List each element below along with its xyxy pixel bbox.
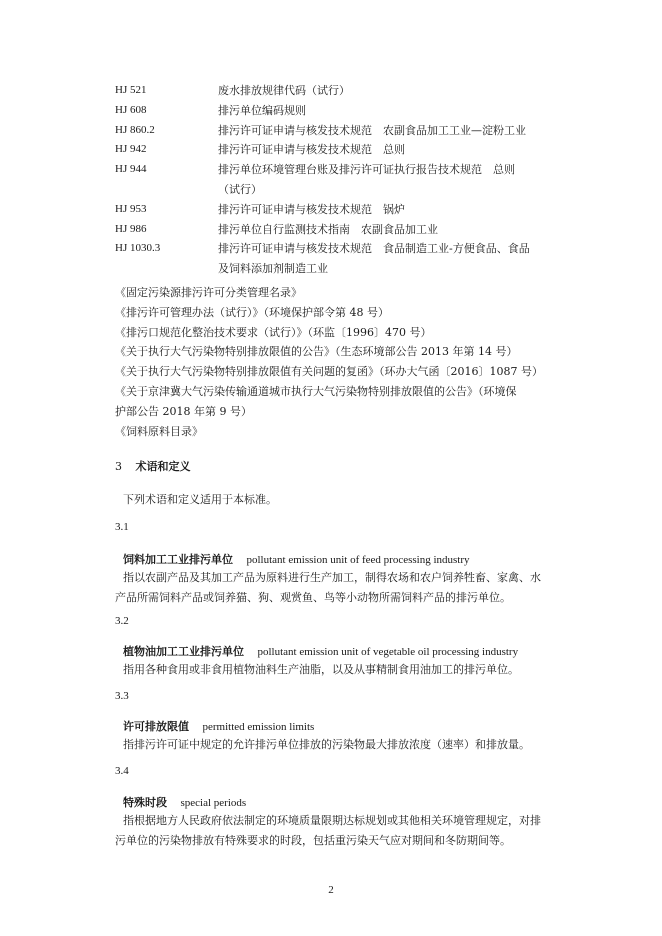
term-english: pollutant emission unit of feed processing industry: [246, 554, 470, 566]
term-definition-line: 污单位的污染物排放有特殊要求的时段，包括重污染天气应对期间和冬防期间等。: [115, 834, 511, 847]
standard-title-block: [218, 160, 555, 200]
term-chinese: 许可排放限值: [123, 720, 189, 733]
term-number: 3.3: [115, 690, 129, 702]
standard-row: [115, 220, 555, 240]
standard-code: HJ 860.2: [115, 123, 155, 136]
term-number: 3.1: [115, 521, 129, 533]
term-heading: [123, 718, 314, 734]
standard-row: [115, 160, 555, 200]
term-definition-line: 指根据地方人民政府依法制定的环境质量限期达标规划或其他相关环境管理规定，对排: [123, 814, 541, 827]
standard-code: HJ 521: [115, 84, 147, 96]
term-definition-line: 指用各种食用或非食用植物油料生产油脂，以及从事精制食用油加工的排污单位。: [123, 663, 519, 676]
term-english: special periods: [180, 797, 247, 809]
reference-line: 《排污许可管理办法（试行）》（环境保护部令第 48 号）: [115, 305, 389, 319]
term-chinese: 特殊时段: [123, 796, 167, 809]
term-chinese: 植物油加工工业排污单位: [123, 645, 244, 658]
reference-line-continuation: 护部公告 2018 年第 9 号）: [115, 404, 252, 418]
standard-row: [115, 81, 555, 101]
standard-title: 排污单位自行监测技术指南 农副食品加工业: [218, 222, 438, 236]
term-definition-line: 指以农副产品及其加工产品为原料进行生产加工，制得农场和农户饲养牲畜、家禽、水: [123, 571, 541, 584]
term-english: pollutant emission unit of vegetable oil processing industry: [257, 646, 519, 658]
standard-title: 排污许可证申请与核发技术规范 锅炉: [218, 202, 405, 216]
standard-title: 排污单位环境管理台账及排污许可证执行报告技术规范 总则: [218, 163, 515, 177]
standard-code: HJ 1030.3: [115, 242, 161, 255]
term-definition: [115, 735, 555, 755]
section-heading: [115, 458, 191, 474]
standard-title-continuation: 及饲料添加剂制造工业: [218, 262, 328, 276]
standard-title-block: [218, 239, 555, 279]
standard-row: [115, 200, 555, 220]
term-number: 3.2: [115, 615, 129, 627]
standard-row: [115, 140, 555, 160]
reference-line: 《固定污染源排污许可分类管理名录》: [115, 286, 302, 299]
standard-row: [115, 121, 555, 141]
page-number: 2: [328, 884, 334, 896]
term-chinese: 饲料加工工业排污单位: [123, 553, 233, 566]
reference-line: 《排污口规范化整治技术要求（试行）》（环监〔1996〕470 号）: [115, 325, 432, 339]
standard-title-continuation: （试行）: [218, 182, 262, 196]
reference-line: 《饲料原料目录》: [115, 424, 203, 438]
section-number: 3: [115, 460, 122, 473]
term-definition-line: 产品所需饲料产品或饲养猫、狗、观赏鱼、鸟等小动物所需饲料产品的排污单位。: [115, 591, 511, 604]
reference-line: 《关于京津冀大气污染传输通道城市执行大气污染物特别排放限值的公告》（环境保: [115, 384, 517, 398]
standard-title: 排污许可证申请与核发技术规范 食品制造工业-方便食品、食品: [218, 242, 530, 256]
standard-title: 排污单位编码规则: [218, 103, 306, 117]
term-definition-line: 指排污许可证中规定的允许排污单位排放的污染物最大排放浓度（速率）和排放量。: [123, 738, 530, 751]
standard-row: [115, 101, 555, 121]
term-definition: [115, 568, 555, 608]
term-definition: [115, 811, 555, 851]
section-intro: 下列术语和定义适用于本标准。: [123, 493, 277, 506]
standard-code: HJ 953: [115, 202, 147, 215]
term-heading: [123, 794, 246, 810]
standard-title: 废水排放规律代码（试行）: [218, 84, 350, 97]
term-heading: [123, 643, 518, 659]
standard-code: HJ 608: [115, 103, 147, 116]
standard-title: 排污许可证申请与核发技术规范 总则: [218, 143, 405, 157]
standard-title: 排污许可证申请与核发技术规范 农副食品加工工业—淀粉工业: [218, 123, 526, 137]
standard-code: HJ 944: [115, 163, 147, 176]
reference-line: 《关于执行大气污染物特别排放限值有关问题的复函》（环办大气函〔2016〕1087 号）: [115, 365, 543, 379]
reference-documents-list: [115, 283, 555, 441]
term-number: 3.4: [115, 765, 129, 777]
term-definition: [115, 660, 555, 680]
term-heading: [123, 551, 470, 567]
section-title: 术语和定义: [135, 460, 191, 473]
normative-standards-list: [115, 81, 555, 279]
standard-row: [115, 239, 555, 279]
term-english: permitted emission limits: [202, 721, 315, 733]
reference-line: 《关于执行大气污染物特别排放限值的公告》（生态环境部公告 2013 年第 14 号）: [115, 345, 518, 359]
standard-code: HJ 986: [115, 222, 147, 235]
standard-code: HJ 942: [115, 143, 147, 156]
